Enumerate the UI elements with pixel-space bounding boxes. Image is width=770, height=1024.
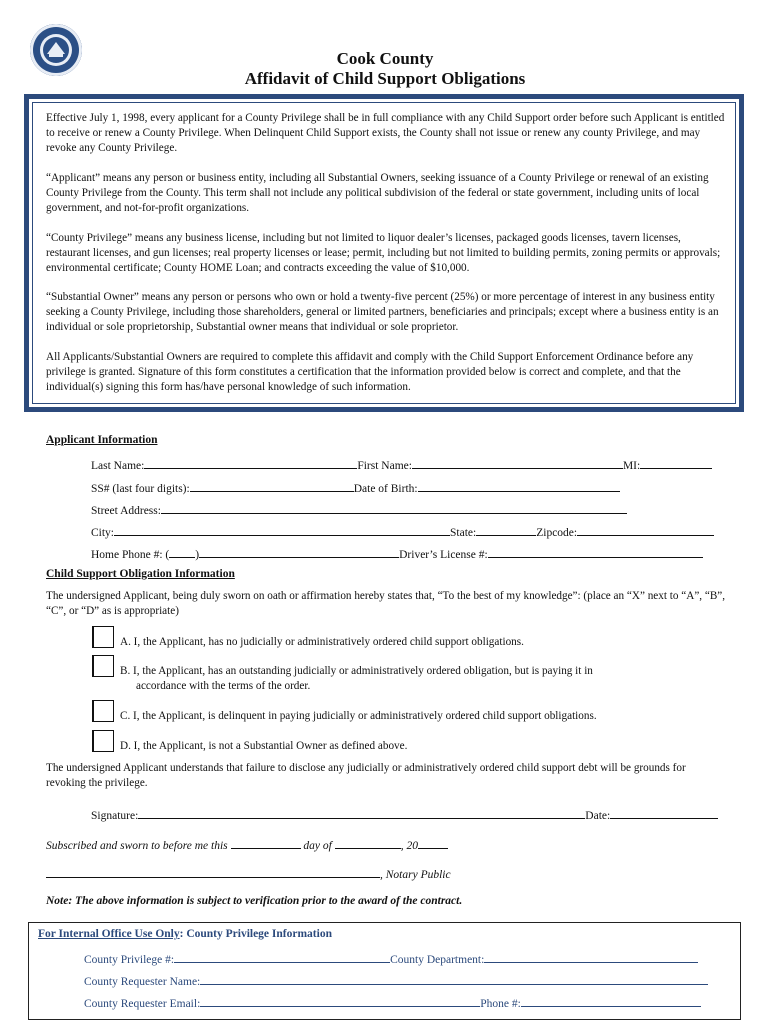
notary-label: , Notary Public <box>380 869 451 881</box>
option-a-label: A. I, the Applicant, has no judicially or administratively ordered child support obligations. <box>120 636 524 648</box>
phone-field[interactable] <box>521 994 701 1007</box>
internal-use-title-underlined: For Internal Office Use Only <box>38 928 180 940</box>
signature-label: Signature: <box>91 810 139 822</box>
option-b-checkbox[interactable] <box>92 655 114 677</box>
home-phone-field[interactable] <box>199 545 399 558</box>
sworn-year-prefix: , 20 <box>400 840 418 852</box>
drivers-license-label: Driver’s License #: <box>399 549 488 561</box>
requester-name-label: County Requester Name: <box>84 976 201 988</box>
sworn-year-field[interactable] <box>418 836 448 849</box>
sworn-day-of: day of <box>303 840 332 852</box>
requester-name-row <box>84 972 708 988</box>
first-name-label: First Name: <box>357 460 412 472</box>
privilege-label: County Privilege #: <box>84 954 175 966</box>
street-label: Street Address: <box>91 505 161 517</box>
obligation-instructions: The undersigned Applicant, being duly sworn on oath or affirmation hereby states that, “To the best of my knowledge”: (place an “X” next to “A”, “B”, “C”, or “D” as is appropriate) <box>46 590 726 617</box>
requester-email-label: County Requester Email: <box>84 998 201 1010</box>
privilege-row <box>84 950 698 966</box>
intro-paragraph-requirements: All Applicants/Substantial Owners are required to complete this affidavit and comply with the Child Support Enforcement Ordinance before any privilege is granted. Signature of this form constitutes a certification that the information provided below is correct and complete, and that the individual(s) signing this form has/have personal knowledge of such information. <box>46 351 694 393</box>
ss-field[interactable] <box>190 479 354 492</box>
sworn-day-field[interactable] <box>231 836 301 849</box>
state-field[interactable] <box>476 523 536 536</box>
requester-name-field[interactable] <box>200 972 708 985</box>
intro-paragraph-county-privilege: “County Privilege” means any business license, including but not limited to liquor dealer’s licenses, packaged goods licenses, tavern licenses, restaurant licenses, and gun licenses; real property licenses or lease; permit, including but not limited to building permits, zoning permits or approvals; environmental certificate; County HOME Loan; and contracts exceeding the value of $10,000. <box>46 232 721 274</box>
department-field[interactable] <box>484 950 698 963</box>
requester-email-field[interactable] <box>200 994 480 1007</box>
requester-email-row <box>84 994 701 1010</box>
sworn-month-field[interactable] <box>335 836 401 849</box>
intro-paragraph-applicant: “Applicant” means any person or business entity, including all Substantial Owners, seeking issuance of a County Privilege or renewal of an existing County Privilege from the County. This term shall not include any political subdivision of the federal or state government, including units of local government, and not-for-profit organizations. <box>46 172 709 214</box>
mi-label: MI: <box>622 460 641 472</box>
internal-use-title <box>38 928 332 940</box>
city-label: City: <box>91 527 115 539</box>
phone-row <box>91 545 703 561</box>
phone-label: Phone #: <box>480 998 521 1010</box>
mi-field[interactable] <box>640 456 712 469</box>
first-name-field[interactable] <box>412 456 623 469</box>
option-c-checkbox[interactable] <box>92 700 114 722</box>
option-c-label: C. I, the Applicant, is delinquent in paying judicially or administratively ordered child support obligations. <box>120 710 597 722</box>
option-b-label-continued: accordance with the terms of the order. <box>136 680 311 692</box>
street-row <box>91 501 627 517</box>
date-label: Date: <box>585 810 611 822</box>
sworn-row <box>46 836 448 852</box>
option-a-checkbox[interactable] <box>92 626 114 648</box>
department-label: County Department: <box>390 954 485 966</box>
signature-field[interactable] <box>138 806 585 819</box>
area-code-field[interactable] <box>169 545 195 558</box>
notary-row <box>46 865 451 881</box>
option-d-checkbox[interactable] <box>92 730 114 752</box>
internal-use-title-rest: : County Privilege Information <box>179 928 332 940</box>
zip-field[interactable] <box>577 523 714 536</box>
applicant-heading: Applicant Information <box>46 434 158 446</box>
sworn-text: Subscribed and sworn to before me this <box>46 840 228 852</box>
notary-signature-field[interactable] <box>46 865 380 878</box>
dob-label: Date of Birth: <box>353 483 418 495</box>
home-phone-label: Home Phone #: ( <box>91 549 170 561</box>
state-label: State: <box>450 527 477 539</box>
option-d-label: D. I, the Applicant, is not a Substantial Owner as defined above. <box>120 740 408 752</box>
signature-row <box>91 806 718 822</box>
last-name-field[interactable] <box>144 456 357 469</box>
obligation-heading: Child Support Obligation Information <box>46 568 235 580</box>
ss-label: SS# (last four digits): <box>91 483 190 495</box>
city-field[interactable] <box>114 523 450 536</box>
option-b-label: B. I, the Applicant, has an outstanding judicially or administratively ordered obligation, but is paying it in <box>120 665 593 677</box>
drivers-license-field[interactable] <box>488 545 703 558</box>
home-phone-paren: ) <box>195 549 200 561</box>
intro-paragraph-substantial-owner: “Substantial Owner” means any person or persons who own or hold a twenty-five percent (25%) or more percentage of interest in any business entity seeking a County Privilege, including those shareholders, general or limited partners, beneficiaries and principals; except where a business entity is an individual or sole proprietorship, Substantial owner means that individual or sole proprietor. <box>46 291 719 333</box>
understanding-text: The undersigned Applicant understands that failure to disclose any judicially or administratively ordered child support debt will be grounds for revoking the privilege. <box>46 762 686 789</box>
zip-label: Zipcode: <box>536 527 578 539</box>
dob-field[interactable] <box>418 479 620 492</box>
street-field[interactable] <box>161 501 627 514</box>
verification-note: Note: The above information is subject to verification prior to the award of the contract. <box>46 895 463 907</box>
page-title-county: Cook County <box>336 49 434 68</box>
date-field[interactable] <box>610 806 718 819</box>
last-name-label: Last Name: <box>91 460 145 472</box>
intro-paragraph-effective: Effective July 1, 1998, every applicant for a County Privilege shall be in full compliance with any Child Support order before such Applicant is entitled to receive or renew a County Privilege. When Delinquent Child Support exists, the County shall not issue or renew any county Privilege, and may revoke any County Privilege. <box>46 112 725 154</box>
name-row <box>91 456 712 472</box>
page-title: Affidavit of Child Support Obligations <box>244 69 526 88</box>
ss-row <box>91 479 620 495</box>
city-row <box>91 523 714 539</box>
privilege-field[interactable] <box>174 950 390 963</box>
